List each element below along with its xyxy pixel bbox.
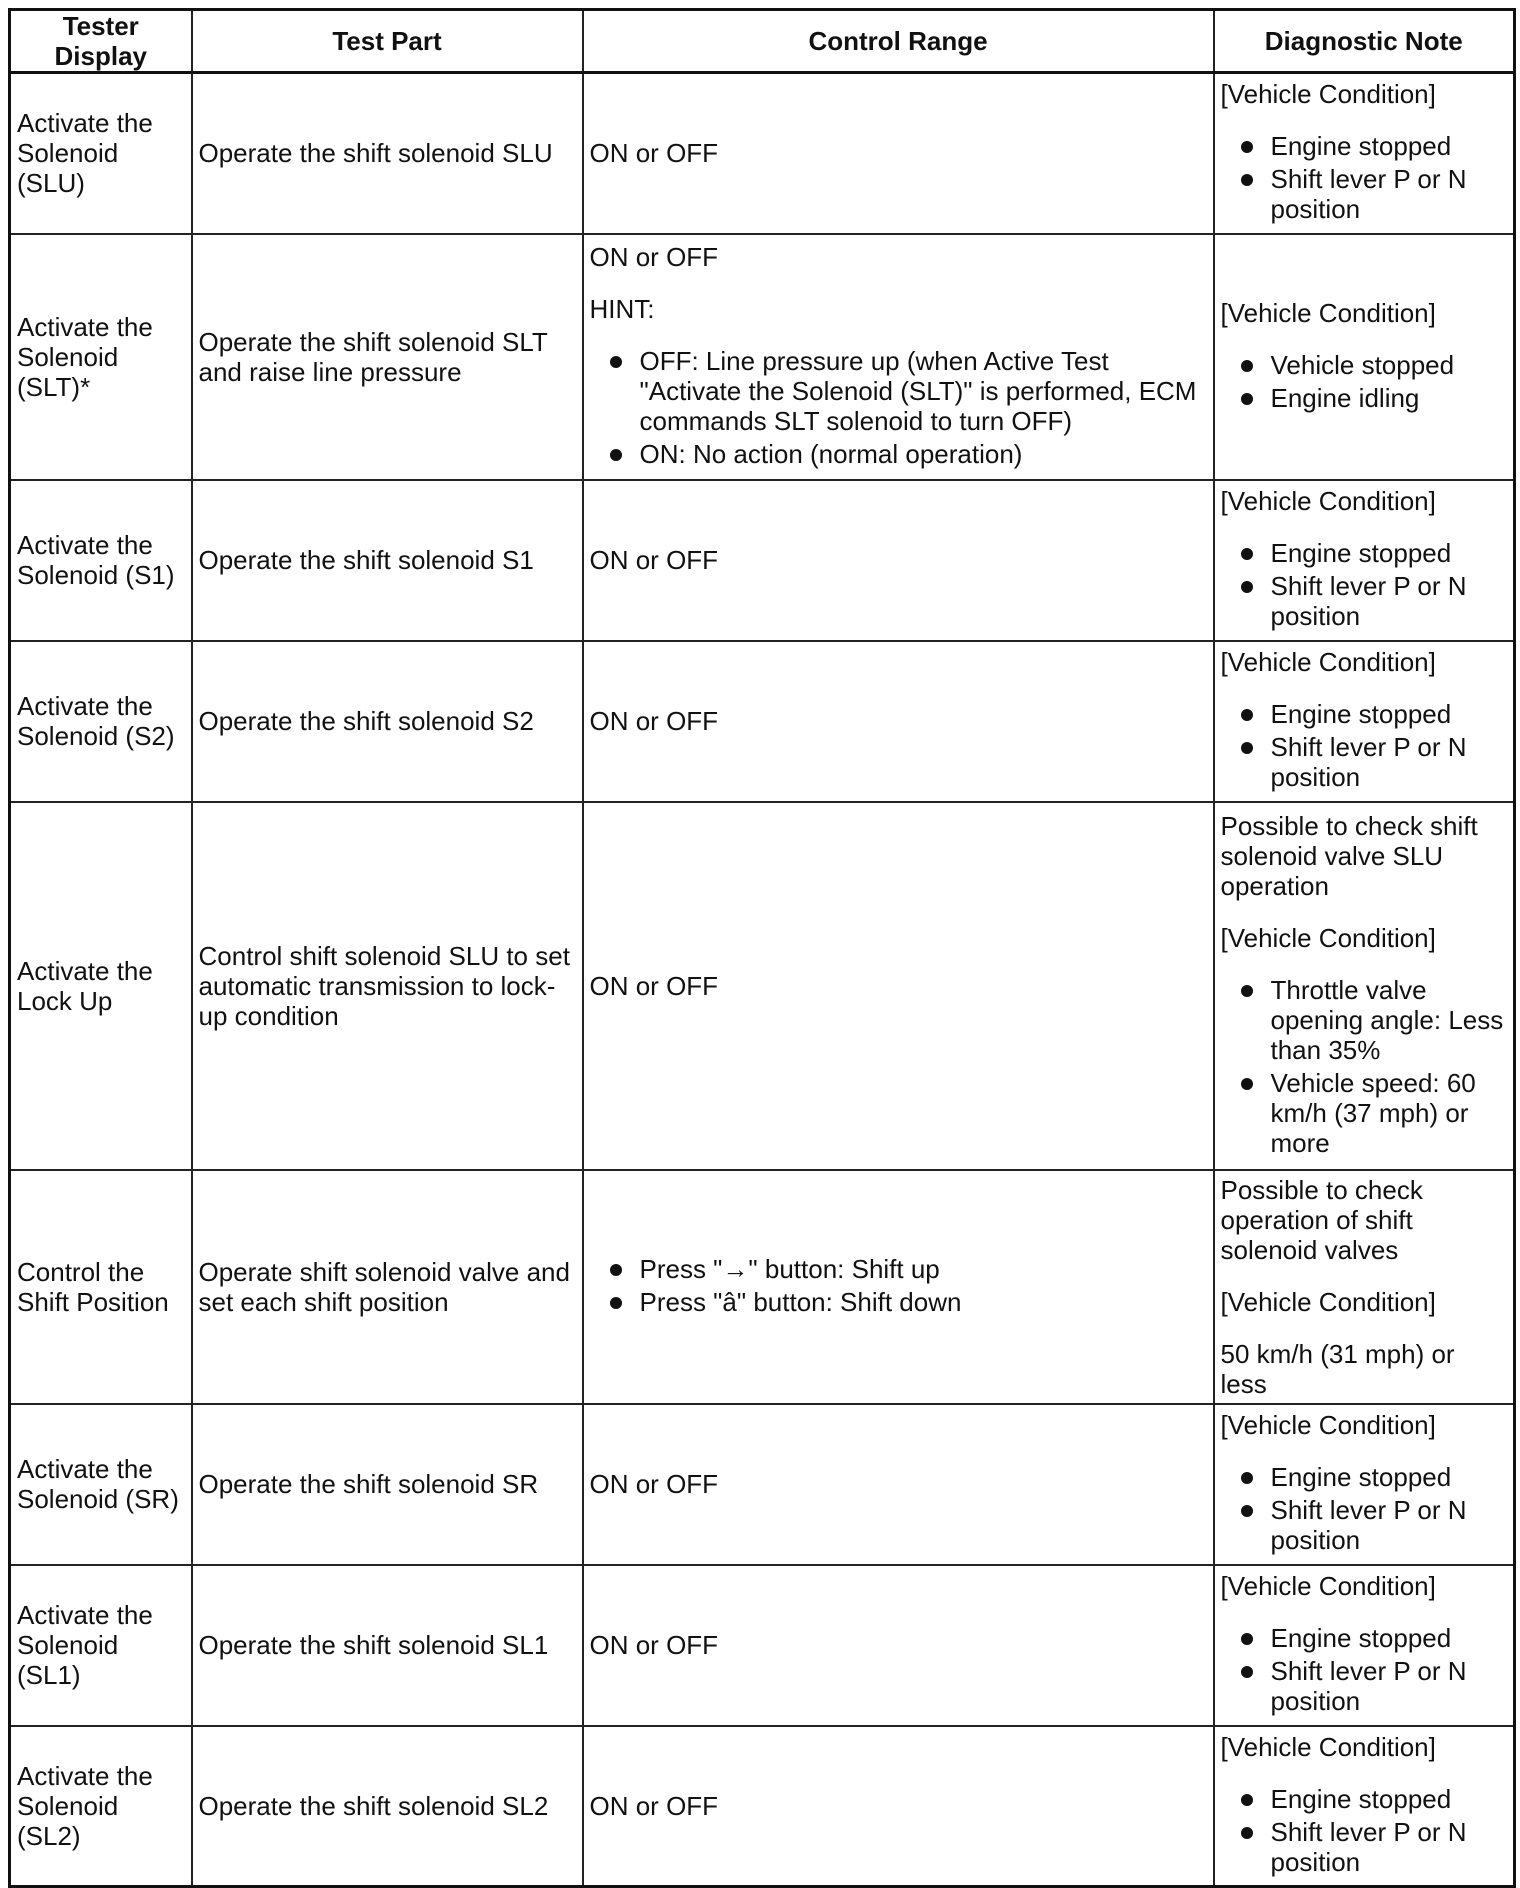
- tester-display-cell: Activate the Solenoid (SR): [10, 1404, 192, 1565]
- test-part-cell: Operate the shift solenoid SL1: [192, 1565, 583, 1726]
- table-row: [10, 1170, 1515, 1404]
- list-item: Engine stopped: [1271, 131, 1508, 161]
- table-row: [10, 1726, 1515, 1887]
- condition-list: [1221, 131, 1508, 224]
- list-item: Shift lever P or N position: [1271, 1495, 1508, 1555]
- tester-display-cell: Activate the Solenoid (SLU): [10, 73, 192, 234]
- control-range-cell: ON or OFF: [583, 73, 1214, 234]
- button-list: [590, 1254, 1207, 1317]
- control-range-cell: ON or OFF: [583, 1565, 1214, 1726]
- test-part-cell: Operate the shift solenoid SL2: [192, 1726, 583, 1887]
- vehicle-condition-label: [Vehicle Condition]: [1220, 1286, 1436, 1317]
- speed-condition: 50 km/h (31 mph) or less: [1220, 1338, 1455, 1399]
- control-range-value: ON or OFF: [589, 241, 719, 272]
- condition-list: [1221, 699, 1508, 792]
- control-range-cell: ON or OFF: [583, 802, 1214, 1170]
- header-diagnostic-note: Diagnostic Note: [1214, 10, 1515, 73]
- diagnostic-note-cell: [1214, 234, 1515, 480]
- list-item: Vehicle stopped: [1271, 350, 1508, 380]
- list-item: Engine stopped: [1271, 1623, 1508, 1653]
- test-part-cell: Operate the shift solenoid SLU: [192, 73, 583, 234]
- table-header-row: [10, 10, 1515, 73]
- vehicle-condition-label: [Vehicle Condition]: [1220, 79, 1436, 110]
- list-item: Engine stopped: [1271, 699, 1508, 729]
- document-sheet: [8, 8, 1513, 1888]
- tester-display-cell: Activate the Solenoid (S2): [10, 641, 192, 802]
- hint-label: HINT:: [589, 293, 655, 324]
- condition-list: [1221, 350, 1508, 413]
- list-item: ON: No action (normal operation): [640, 439, 1207, 469]
- diagnostic-note-cell: [1214, 1170, 1515, 1404]
- note-intro: Possible to check shift solenoid valve SLU operation: [1220, 810, 1478, 901]
- condition-list: [1221, 1784, 1508, 1877]
- list-item: OFF: Line pressure up (when Active Test "Activate the Solenoid (SLT)" is performed, ECM commands SLT solenoid to turn OFF): [640, 346, 1207, 436]
- condition-list: [1221, 975, 1508, 1158]
- list-item: Vehicle speed: 60 km/h (37 mph) or more: [1271, 1068, 1508, 1158]
- tester-display-cell: Activate the Lock Up: [10, 802, 192, 1170]
- header-control-range: Control Range: [583, 10, 1214, 73]
- header-test-part: Test Part: [192, 10, 583, 73]
- control-range-cell: [583, 234, 1214, 480]
- list-item: Throttle valve opening angle: Less than 35%: [1271, 975, 1508, 1065]
- control-range-cell: [583, 1170, 1214, 1404]
- test-part-cell: Operate shift solenoid valve and set each shift position: [192, 1170, 583, 1404]
- list-item: Shift lever P or N position: [1271, 571, 1508, 631]
- diagnostic-note-cell: [1214, 1404, 1515, 1565]
- diagnostic-note-cell: [1214, 641, 1515, 802]
- diagnostic-note-cell: [1214, 802, 1515, 1170]
- list-item: Press "→" button: Shift up: [640, 1254, 1207, 1284]
- vehicle-condition-label: [Vehicle Condition]: [1220, 922, 1436, 953]
- table-row: [10, 1404, 1515, 1565]
- tester-display-cell: Activate the Solenoid (SL1): [10, 1565, 192, 1726]
- test-part-cell: Operate the shift solenoid SLT and raise line pressure: [192, 234, 583, 480]
- table-row: [10, 480, 1515, 641]
- table-row: [10, 73, 1515, 234]
- list-item: Engine stopped: [1271, 538, 1508, 568]
- table-row: [10, 641, 1515, 802]
- vehicle-condition-label: [Vehicle Condition]: [1220, 486, 1436, 516]
- table-row: [10, 802, 1515, 1170]
- diagnostic-note-cell: [1214, 480, 1515, 641]
- list-item: Engine stopped: [1271, 1462, 1508, 1492]
- control-range-cell: ON or OFF: [583, 1726, 1214, 1887]
- test-part-cell: Control shift solenoid SLU to set automatic transmission to lock-up condition: [192, 802, 583, 1170]
- list-item: Press "â" button: Shift down: [640, 1287, 1207, 1317]
- diagnostic-note-cell: [1214, 73, 1515, 234]
- tester-display-cell: Activate the Solenoid (S1): [10, 480, 192, 641]
- list-item: Engine idling: [1271, 383, 1508, 413]
- control-range-cell: ON or OFF: [583, 1404, 1214, 1565]
- table-row: [10, 234, 1515, 480]
- test-part-cell: Operate the shift solenoid S1: [192, 480, 583, 641]
- control-range-cell: ON or OFF: [583, 641, 1214, 802]
- condition-list: [1221, 1462, 1508, 1555]
- hint-list: [590, 346, 1207, 469]
- vehicle-condition-label: [Vehicle Condition]: [1220, 1731, 1436, 1762]
- vehicle-condition-label: [Vehicle Condition]: [1220, 647, 1436, 677]
- control-range-cell: ON or OFF: [583, 480, 1214, 641]
- test-part-cell: Operate the shift solenoid S2: [192, 641, 583, 802]
- tester-display-cell: Control the Shift Position: [10, 1170, 192, 1404]
- tester-display-cell: Activate the Solenoid (SL2): [10, 1726, 192, 1887]
- vehicle-condition-label: [Vehicle Condition]: [1220, 1410, 1436, 1440]
- list-item: Shift lever P or N position: [1271, 732, 1508, 792]
- active-test-table: [8, 8, 1516, 1888]
- test-part-cell: Operate the shift solenoid SR: [192, 1404, 583, 1565]
- list-item: Shift lever P or N position: [1271, 164, 1508, 224]
- diagnostic-note-cell: [1214, 1565, 1515, 1726]
- list-item: Shift lever P or N position: [1271, 1656, 1508, 1716]
- header-tester-display: Tester Display: [10, 10, 192, 73]
- table-row: [10, 1565, 1515, 1726]
- list-item: Shift lever P or N position: [1271, 1817, 1508, 1877]
- diagnostic-note-cell: [1214, 1726, 1515, 1887]
- vehicle-condition-label: [Vehicle Condition]: [1220, 1571, 1436, 1601]
- note-intro: Possible to check operation of shift solenoid valves: [1220, 1174, 1423, 1265]
- condition-list: [1221, 538, 1508, 631]
- condition-list: [1221, 1623, 1508, 1716]
- vehicle-condition-label: [Vehicle Condition]: [1220, 297, 1436, 328]
- list-item: Engine stopped: [1271, 1784, 1508, 1814]
- tester-display-cell: Activate the Solenoid (SLT)*: [10, 234, 192, 480]
